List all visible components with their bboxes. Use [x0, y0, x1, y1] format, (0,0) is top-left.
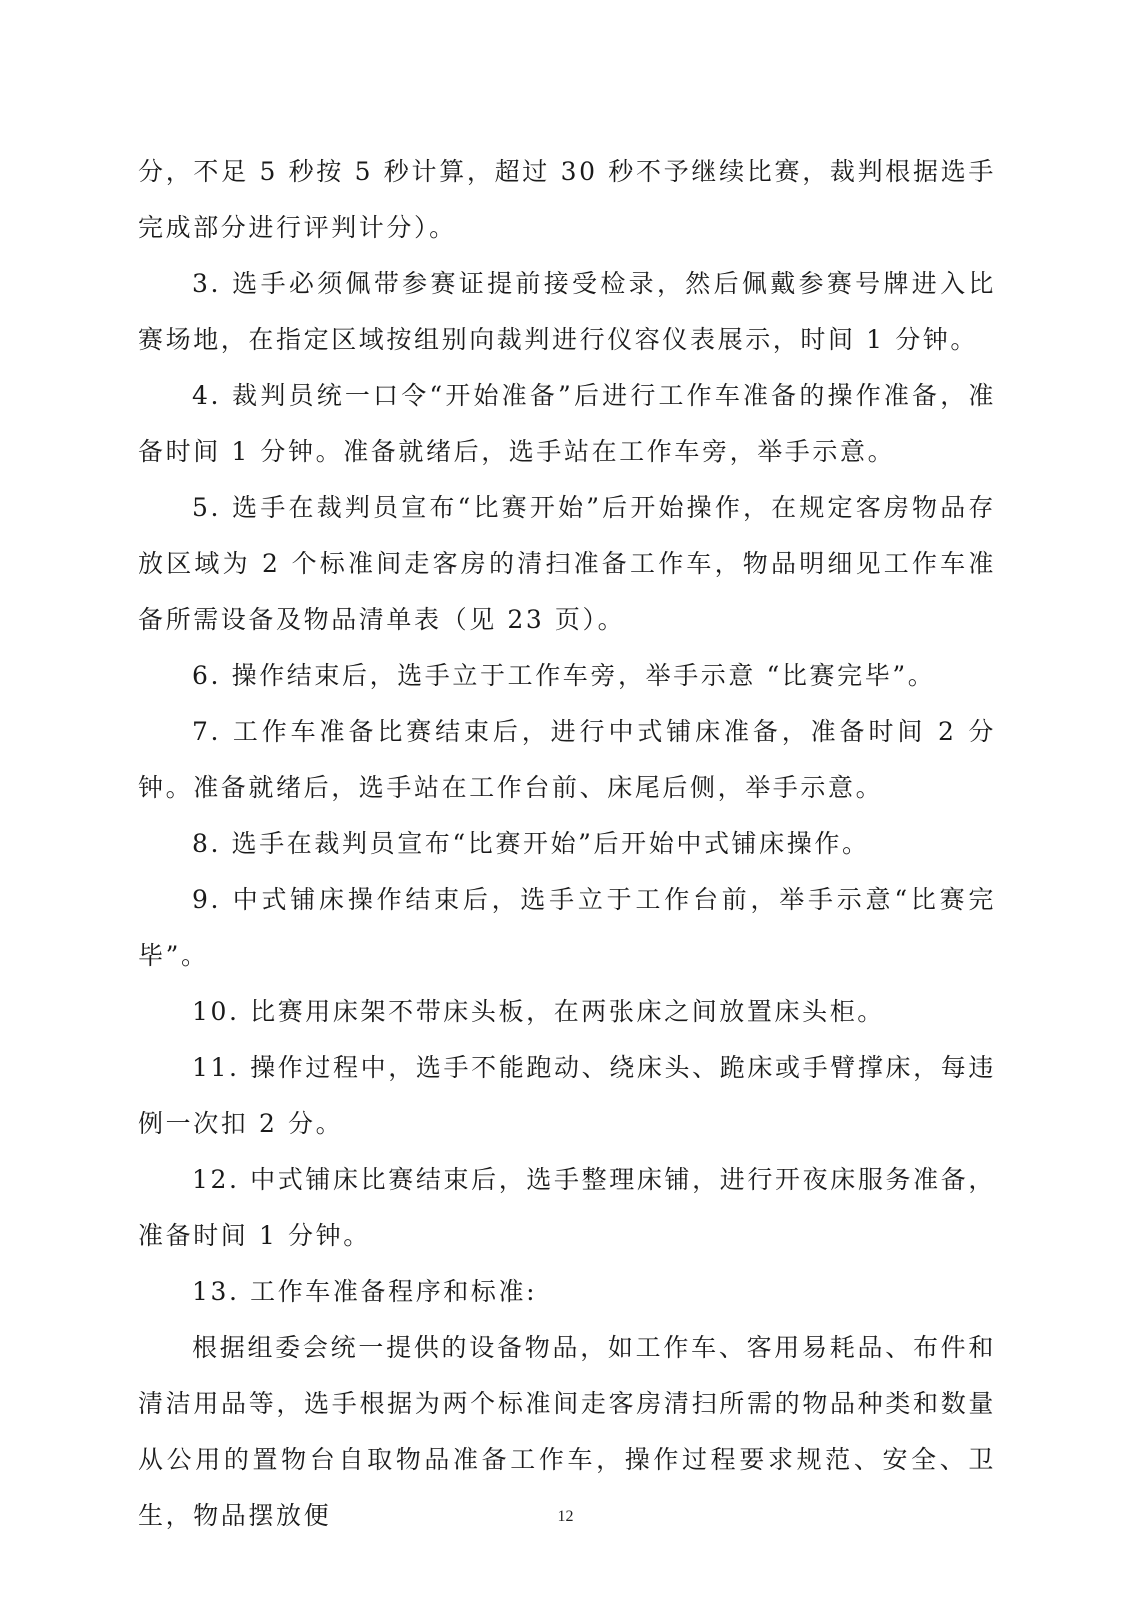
paragraph-13: 根据组委会统一提供的设备物品，如工作车、客用易耗品、布件和清洁用品等，选手根据为两个标准间走客房清扫所需的物品种类和数量从公用的置物台自取物品准备工作车，操作过程要求规范、安全、卫生，物品摆放便	[138, 1333, 996, 1530]
paragraph-6: 7. 工作车准备比赛结束后，进行中式铺床准备，准备时间 2 分钟。准备就绪后，选手站在工作台前、床尾后侧，举手示意。	[138, 717, 996, 802]
paragraph-11: 12. 中式铺床比赛结束后，选手整理床铺，进行开夜床服务准备， 准备时间 1 分钟。	[138, 1165, 996, 1250]
paragraph-4: 5. 选手在裁判员宣布“比赛开始”后开始操作，在规定客房物品存放区域为 2 个标准间走客房的清扫准备工作车，物品明细见工作车准备所需设备及物品清单表（见 23 页）。	[138, 493, 996, 634]
paragraph-2: 3. 选手必须佩带参赛证提前接受检录，然后佩戴参赛号牌进入比赛场地，在指定区域按组别向裁判进行仪容仪表展示，时间 1 分钟。	[138, 269, 996, 354]
paragraph-5: 6. 操作结束后，选手立于工作车旁，举手示意 “比赛完毕”。	[192, 661, 936, 690]
paragraph-8: 9. 中式铺床操作结束后，选手立于工作台前，举手示意“比赛完毕”。	[138, 885, 996, 970]
paragraph-1: 分，不足 5 秒按 5 秒计算，超过 30 秒不予继续比赛，裁判根据选手完成部分进行评判计分）。	[138, 157, 996, 242]
paragraph-3: 4. 裁判员统一口令“开始准备”后进行工作车准备的操作准备，准备时间 1 分钟。准备就绪后，选手站在工作车旁，举手示意。	[138, 381, 996, 466]
paragraph-10: 11. 操作过程中，选手不能跑动、绕床头、跪床或手臂撑床，每违例一次扣 2 分。	[138, 1053, 996, 1138]
page-number: 12	[557, 1508, 574, 1525]
paragraph-12: 13. 工作车准备程序和标准:	[192, 1277, 538, 1306]
document-body	[138, 144, 996, 1544]
paragraph-9: 10. 比赛用床架不带床头板，在两张床之间放置床头柜。	[192, 997, 885, 1026]
paragraph-7: 8. 选手在裁判员宣布“比赛开始”后开始中式铺床操作。	[192, 829, 870, 858]
